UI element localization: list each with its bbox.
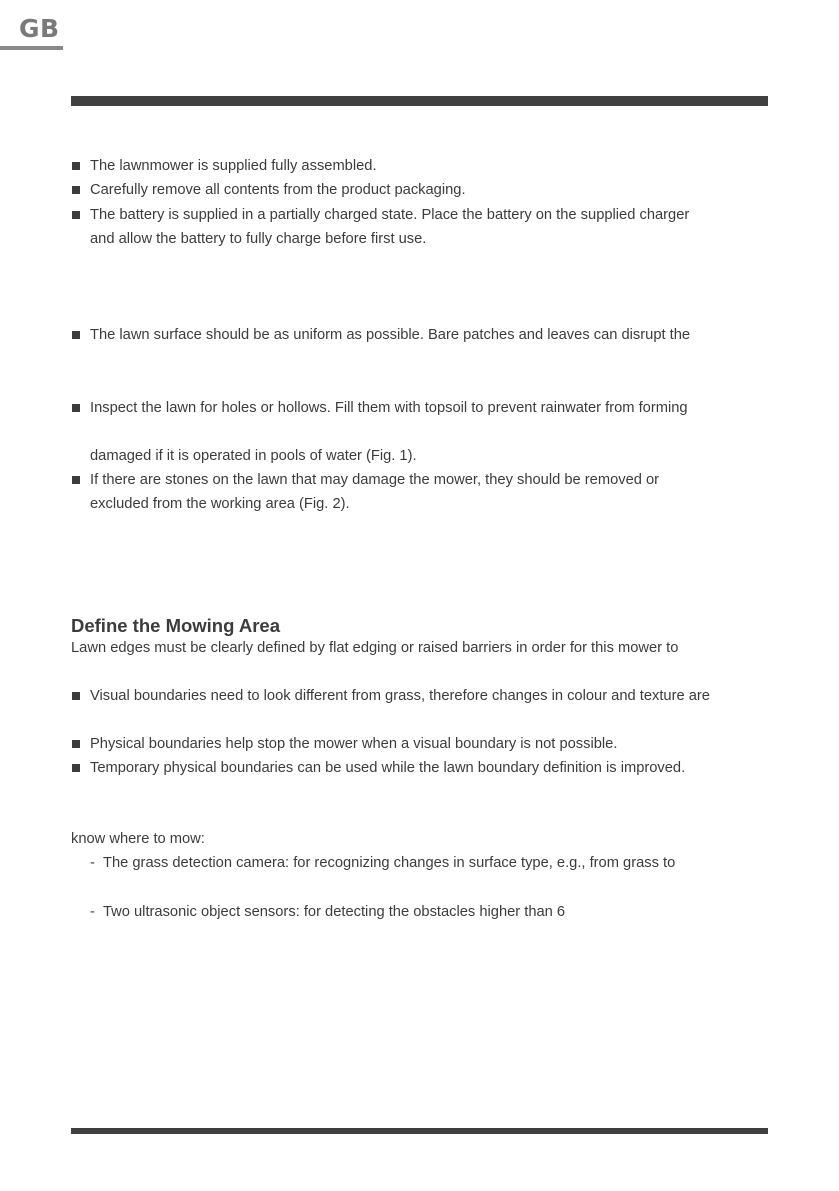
bullet-text: Visual boundaries need to look different from grass, therefore changes in colour and texture are (90, 688, 710, 704)
bullet-text: The lawnmower is supplied fully assembled. (90, 158, 377, 174)
bullet-square (72, 764, 80, 772)
language-tag-underline (0, 46, 63, 50)
paragraph-line: Lawn edges must be clearly defined by flat edging or raised barriers in order for this mower to (71, 640, 679, 656)
bullet-square (72, 740, 80, 748)
section-header-bar (71, 96, 768, 106)
section-heading: Define the Mowing Area (71, 615, 281, 636)
dash-marker: - (90, 904, 95, 920)
bullet-text: Physical boundaries help stop the mower when a visual boundary is not possible. (90, 736, 618, 752)
bullet-square (72, 692, 80, 700)
bullet-text: Temporary physical boundaries can be used while the lawn boundary definition is improved. (90, 760, 686, 776)
dash-marker: - (90, 855, 95, 871)
bullet-square (72, 162, 80, 170)
bullet-text: Carefully remove all contents from the product packaging. (90, 182, 466, 198)
bullet-square (72, 404, 80, 412)
bullet-text: The battery is supplied in a partially charged state. Place the battery on the supplied charger (90, 207, 690, 223)
bullet-continuation: and allow the battery to fully charge before first use. (90, 231, 427, 247)
dash-item-text: The grass detection camera: for recognizing changes in surface type, e.g., from grass to (103, 855, 676, 871)
bullet-text: The lawn surface should be as uniform as possible. Bare patches and leaves can disrupt the (90, 327, 691, 343)
footer-bar (71, 1128, 768, 1134)
dash-item-text: Two ultrasonic object sensors: for detecting the obstacles higher than 6 (103, 904, 566, 920)
bullet-text: If there are stones on the lawn that may damage the mower, they should be removed or (90, 472, 660, 488)
bullet-square (72, 211, 80, 219)
bullet-continuation: damaged if it is operated in pools of water (Fig. 1). (90, 448, 417, 464)
bullet-continuation: excluded from the working area (Fig. 2). (90, 496, 350, 512)
bullet-square (72, 186, 80, 194)
bullet-square (72, 476, 80, 484)
paragraph-line: know where to mow: (71, 831, 205, 847)
bullet-square (72, 331, 80, 339)
bullet-text: Inspect the lawn for holes or hollows. Fill them with topsoil to prevent rainwater from forming (90, 400, 688, 416)
language-tag: GB (19, 14, 60, 43)
